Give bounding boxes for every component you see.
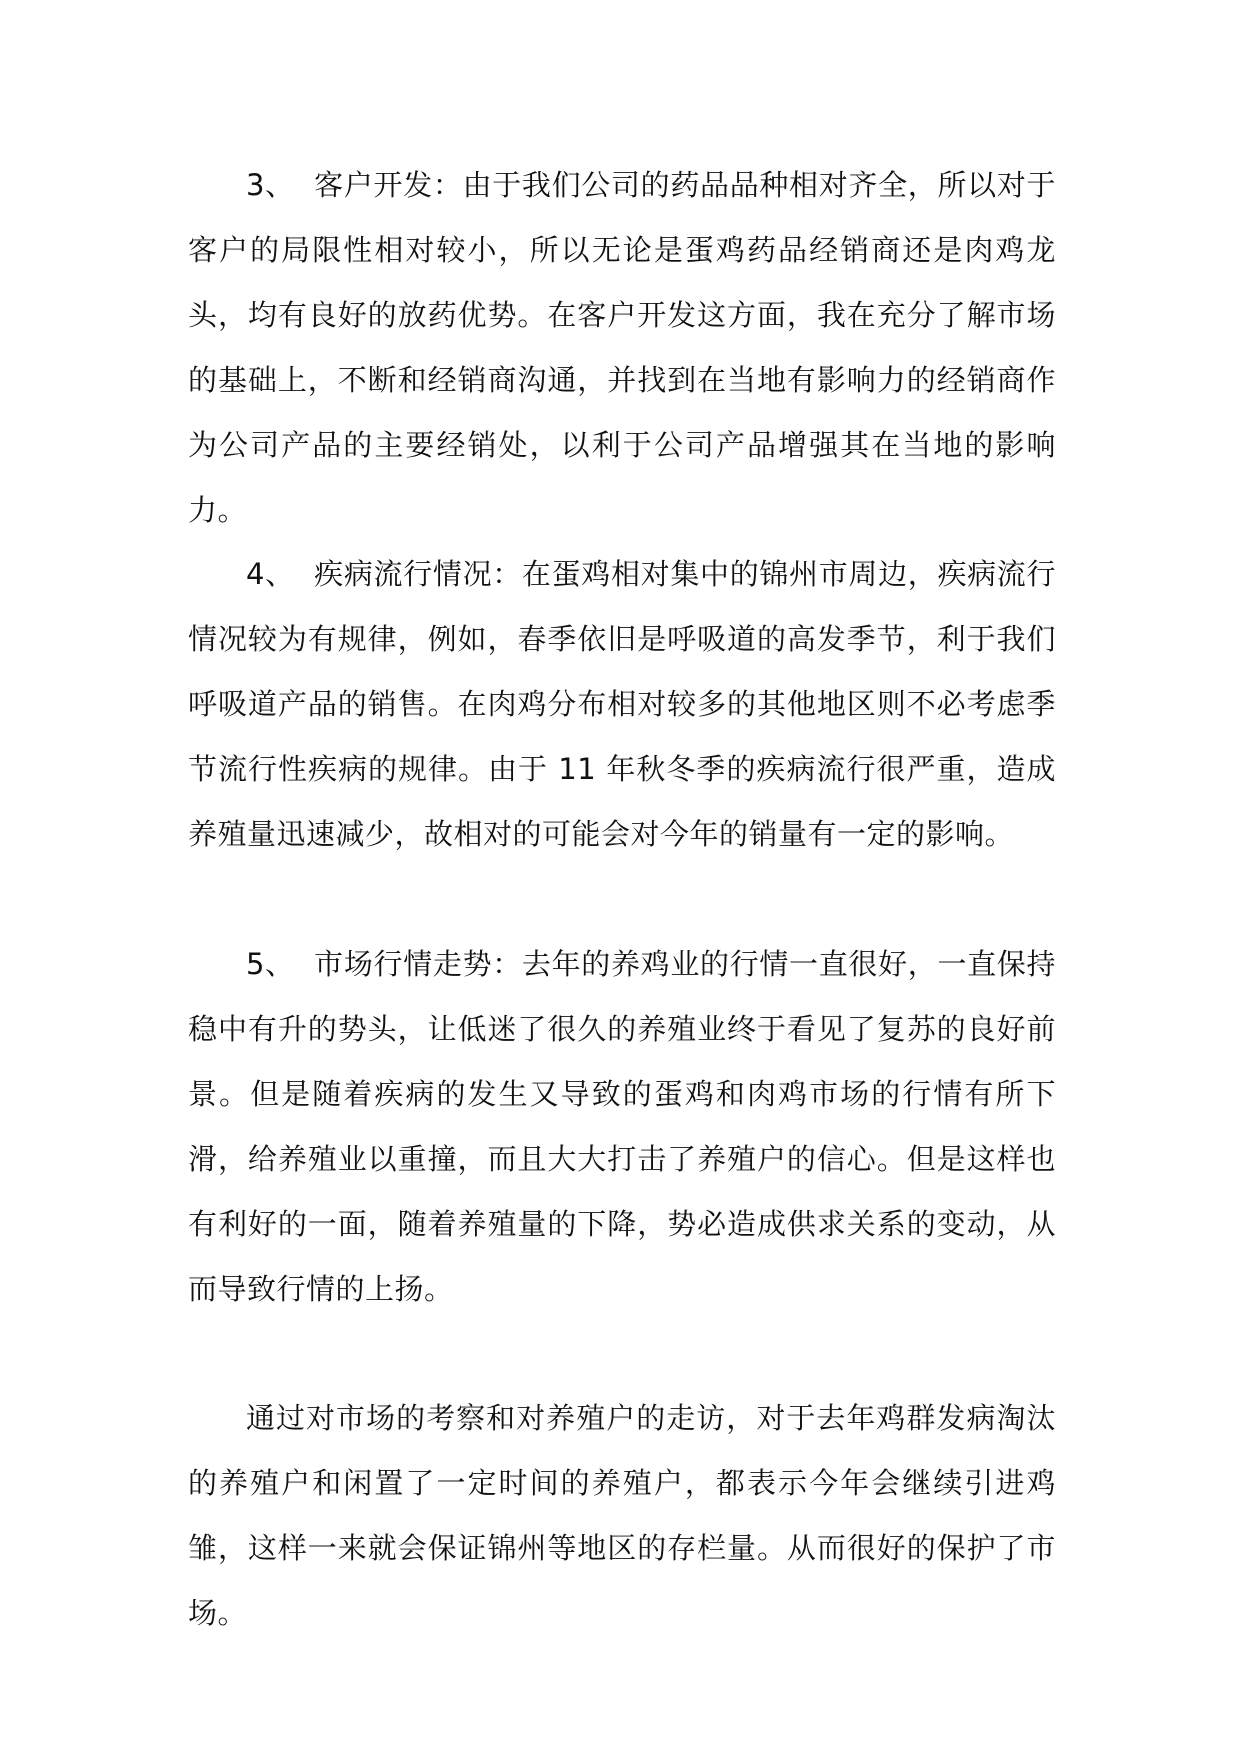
paragraph-text: 通过对市场的考察和对养殖户的走访，对于去年鸡群发病淘汰的养殖户和闲置了一定时间的养殖户，都表示今年会继续引进鸡雏，这样一来就会保证锦州等地区的存栏量。从而很好的保护了市场。 (188, 1401, 1056, 1630)
paragraph-number: 3、 (246, 168, 295, 202)
paragraph-customer-development (188, 153, 1056, 543)
paragraph-text: 客户开发：由于我们公司的药品品种相对齐全，所以对于客户的局限性相对较小，所以无论是蛋鸡药品经销商还是肉鸡龙头，均有良好的放药优势。在客户开发这方面，我在充分了解市场的基础上，不断和经销商沟通，并找到在当地有影响力的经销商作为公司产品的主要经销处，以利于公司产品增强其在当地的影响力。 (188, 168, 1056, 527)
paragraph-market-trend (188, 932, 1056, 1322)
paragraph-text: 市场行情走势：去年的养鸡业的行情一直很好，一直保持稳中有升的势头，让低迷了很久的养殖业终于看见了复苏的良好前景。但是随着疾病的发生又导致的蛋鸡和肉鸡市场的行情有所下滑，给养殖业以重撞，而且大大打击了养殖户的信心。但是这样也有利好的一面，随着养殖量的下降，势必造成供求关系的变动，从而导致行情的上扬。 (188, 947, 1056, 1306)
paragraph-number: 4、 (246, 557, 295, 591)
paragraph-conclusion (188, 1386, 1056, 1646)
paragraph-number: 5、 (246, 947, 295, 981)
paragraph-disease-epidemic (188, 542, 1056, 867)
paragraph-text: 疾病流行情况：在蛋鸡相对集中的锦州市周边，疾病流行情况较为有规律，例如，春季依旧是呼吸道的高发季节，利于我们呼吸道产品的销售。在肉鸡分布相对较多的其他地区则不必考虑季节流行性疾病的规律。由于 11 年秋冬季的疾病流行很严重，造成养殖量迅速减少，故相对的可能会对今年的销量有一定的影响。 (188, 557, 1056, 851)
